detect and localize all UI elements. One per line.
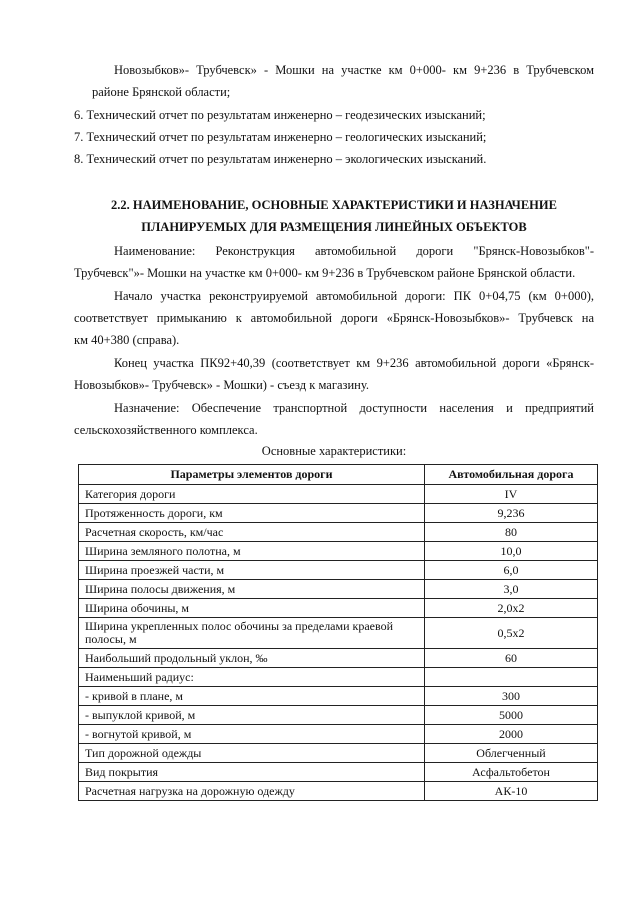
- param-cell: Ширина обочины, м: [79, 599, 425, 618]
- value-cell: 5000: [425, 706, 598, 725]
- param-cell: - кривой в плане, м: [79, 687, 425, 706]
- column-header-value: Автомобильная дорога: [425, 465, 598, 485]
- table-row: [79, 523, 598, 542]
- param-cell: Тип дорожной одежды: [79, 744, 425, 763]
- value-cell: 80: [425, 523, 598, 542]
- value-cell: 2000: [425, 725, 598, 744]
- param-cell: Ширина земляного полотна, м: [79, 542, 425, 561]
- table-header-row: [79, 465, 598, 485]
- table-row: [79, 706, 598, 725]
- param-cell: - вогнутой кривой, м: [79, 725, 425, 744]
- param-cell: Ширина проезжей части, м: [79, 561, 425, 580]
- table-row: [79, 561, 598, 580]
- section-title-line-2: ПЛАНИРУЕМЫХ ДЛЯ РАЗМЕЩЕНИЯ ЛИНЕЙНЫХ ОБЪЕКТОВ: [141, 220, 527, 234]
- end-paragraph-line-1: Конец участка ПК92+40,39 (соответствует км 9+236 автомобильной дороги «Брянск-: [114, 356, 594, 370]
- reference-number: 7.: [74, 130, 84, 144]
- table-row: [79, 668, 598, 687]
- param-cell: Протяженность дороги, км: [79, 504, 425, 523]
- table-row: [79, 618, 598, 649]
- reference-number: 8.: [74, 152, 84, 166]
- table-row: [79, 763, 598, 782]
- purpose-paragraph-line-2: сельскохозяйственного комплекса.: [74, 423, 258, 437]
- value-cell: 6,0: [425, 561, 598, 580]
- table-row: [79, 580, 598, 599]
- value-cell: Асфальтобетон: [425, 763, 598, 782]
- table-row: [79, 649, 598, 668]
- value-cell: [425, 668, 598, 687]
- value-cell: 3,0: [425, 580, 598, 599]
- reference-item: [74, 129, 486, 145]
- param-cell: Категория дороги: [79, 485, 425, 504]
- table-row: [79, 504, 598, 523]
- param-cell: Ширина укрепленных полос обочины за пределами краевой полосы, м: [79, 618, 425, 649]
- intro-line-2: районе Брянской области;: [92, 85, 231, 99]
- value-cell: Облегченный: [425, 744, 598, 763]
- reference-item: [74, 107, 486, 123]
- value-cell: 9,236: [425, 504, 598, 523]
- characteristics-table: [78, 464, 598, 801]
- start-paragraph-line-1: Начало участка реконструируемой автомобильной дороги: ПК 0+04,75 (км 0+000),: [114, 289, 594, 303]
- reference-text: Технический отчет по результатам инженерно – геодезических изысканий;: [86, 108, 486, 122]
- start-paragraph-line-2: соответствует примыканию к автомобильной дороги «Брянск-Новозыбков»- Трубчевск на: [74, 311, 594, 325]
- intro-line-1: Новозыбков»- Трубчевск» - Мошки на участке км 0+000- км 9+236 в Трубчевском: [114, 63, 594, 77]
- reference-number: 6.: [74, 108, 84, 122]
- table-row: [79, 485, 598, 504]
- table-row: [79, 542, 598, 561]
- end-paragraph-line-2: Новозыбков»- Трубчевск» - Мошки) - съезд к магазину.: [74, 378, 369, 392]
- param-cell: Наименьший радиус:: [79, 668, 425, 687]
- reference-text: Технический отчет по результатам инженерно – геологических изысканий;: [86, 130, 487, 144]
- table-row: [79, 782, 598, 801]
- param-cell: Расчетная скорость, км/час: [79, 523, 425, 542]
- table-caption: Основные характеристики:: [261, 444, 407, 458]
- section-title-line-1: 2.2. НАИМЕНОВАНИЕ, ОСНОВНЫЕ ХАРАКТЕРИСТИКИ И НАЗНАЧЕНИЕ: [111, 198, 557, 212]
- reference-text: Технический отчет по результатам инженерно – экологических изысканий.: [86, 152, 487, 166]
- param-cell: Наибольший продольный уклон, ‰: [79, 649, 425, 668]
- value-cell: АК-10: [425, 782, 598, 801]
- value-cell: 2,0х2: [425, 599, 598, 618]
- name-paragraph-line-1: Наименование: Реконструкция автомобильной дороги "Брянск-Новозыбков"-: [114, 244, 594, 258]
- table-row: [79, 725, 598, 744]
- param-cell: Расчетная нагрузка на дорожную одежду: [79, 782, 425, 801]
- param-cell: Ширина полосы движения, м: [79, 580, 425, 599]
- value-cell: IV: [425, 485, 598, 504]
- table-row: [79, 599, 598, 618]
- table-row: [79, 744, 598, 763]
- value-cell: 0,5х2: [425, 618, 598, 649]
- name-paragraph-line-2: Трубчевск"»- Мошки на участке км 0+000- км 9+236 в Трубчевском районе Брянской области.: [74, 266, 576, 280]
- start-paragraph-line-3: км 40+380 (справа).: [74, 333, 180, 347]
- param-cell: Вид покрытия: [79, 763, 425, 782]
- param-cell: - выпуклой кривой, м: [79, 706, 425, 725]
- reference-item: [74, 151, 486, 167]
- value-cell: 60: [425, 649, 598, 668]
- purpose-paragraph-line-1: Назначение: Обеспечение транспортной доступности населения и предприятий: [114, 401, 594, 415]
- table-row: [79, 687, 598, 706]
- value-cell: 10,0: [425, 542, 598, 561]
- value-cell: 300: [425, 687, 598, 706]
- column-header-param: Параметры элементов дороги: [79, 465, 425, 485]
